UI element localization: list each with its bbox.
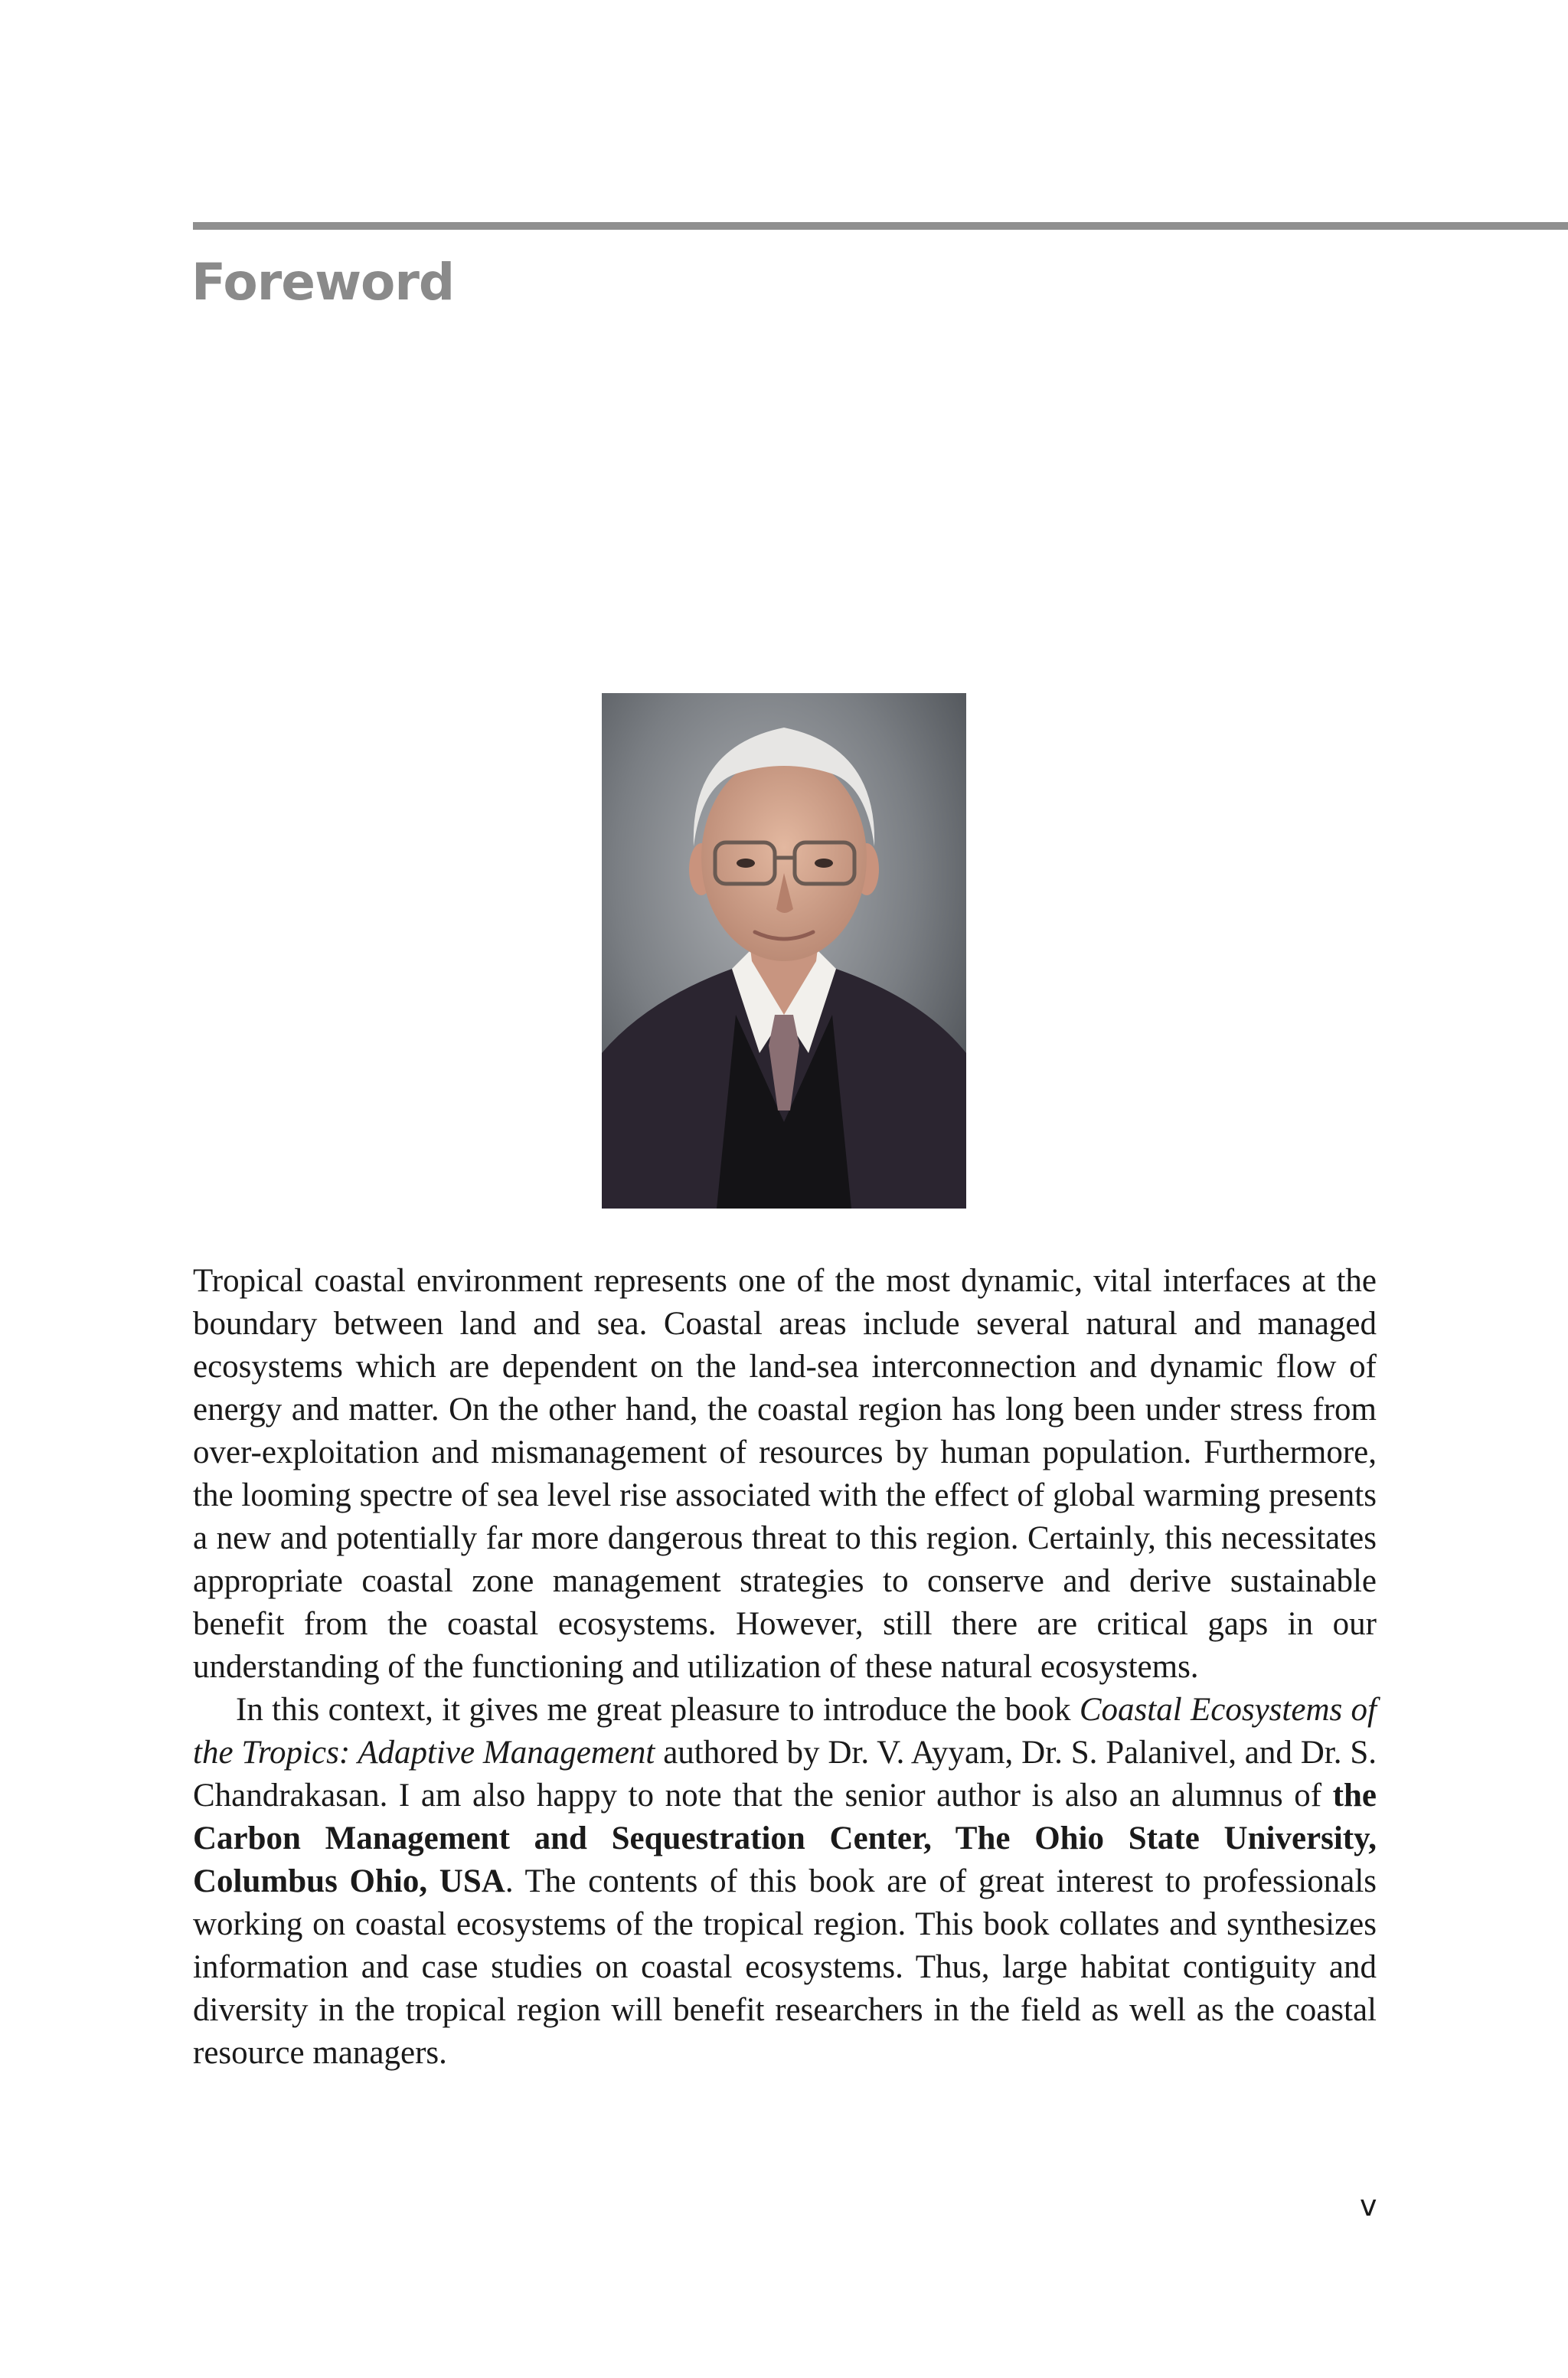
header-rule (193, 222, 1568, 230)
paragraph-1: Tropical coastal environment represents one of the most dynamic, vital interfaces at the boundary between land and sea. Coastal areas include several natural and managed ecosystems which are dependent on the land-sea interconnection and dynamic flow of energy and matter. On the other hand, the coastal region has long been under stress from over-exploitation and mismanagement of resources by human population. Furthermore, the looming spectre of sea level rise associated with the effect of global warming presents a new and potentially far more dangerous threat to this region. Certainly, this necessitates appropriate coastal zone management strategies to conserve and derive sustainable benefit from the coastal ecosystems. However, still there are critical gaps in our understanding of the functioning and utilization of these natural ecosystems. (193, 1263, 1377, 1685)
foreword-body (193, 1260, 1377, 2075)
portrait-photo (602, 693, 966, 1209)
paragraph-2-part-3: . The contents of this book are of great interest to professionals working on coastal ecosystems of the tropical region. This book collates and synthesizes information and case studies on coastal ecosystems. Thus, large habitat contiguity and diversity in the tropical region will benefit researchers in the field as well as the coastal resource managers. (193, 1863, 1377, 2071)
paragraph-2-part-2: authored by Dr. V. Ayyam, Dr. S. Palanivel, and Dr. S. Chandrakasan. I am also happy to note that the senior author is also an alumnus of (193, 1735, 1377, 1814)
paragraph-2-part-1: In this context, it gives me great pleasure to introduce the book (236, 1692, 1080, 1728)
chapter-title: Foreword (191, 253, 455, 312)
institution-name: the Carbon Management and Sequestration Center, The Ohio State University, Columbus Ohio, USA (193, 1778, 1377, 1899)
paragraph-2 (193, 1689, 1377, 2075)
book-title: Coastal Ecosystems of the Tropics: Adaptive Management (193, 1692, 1377, 1771)
page-number: v (1360, 2189, 1377, 2223)
